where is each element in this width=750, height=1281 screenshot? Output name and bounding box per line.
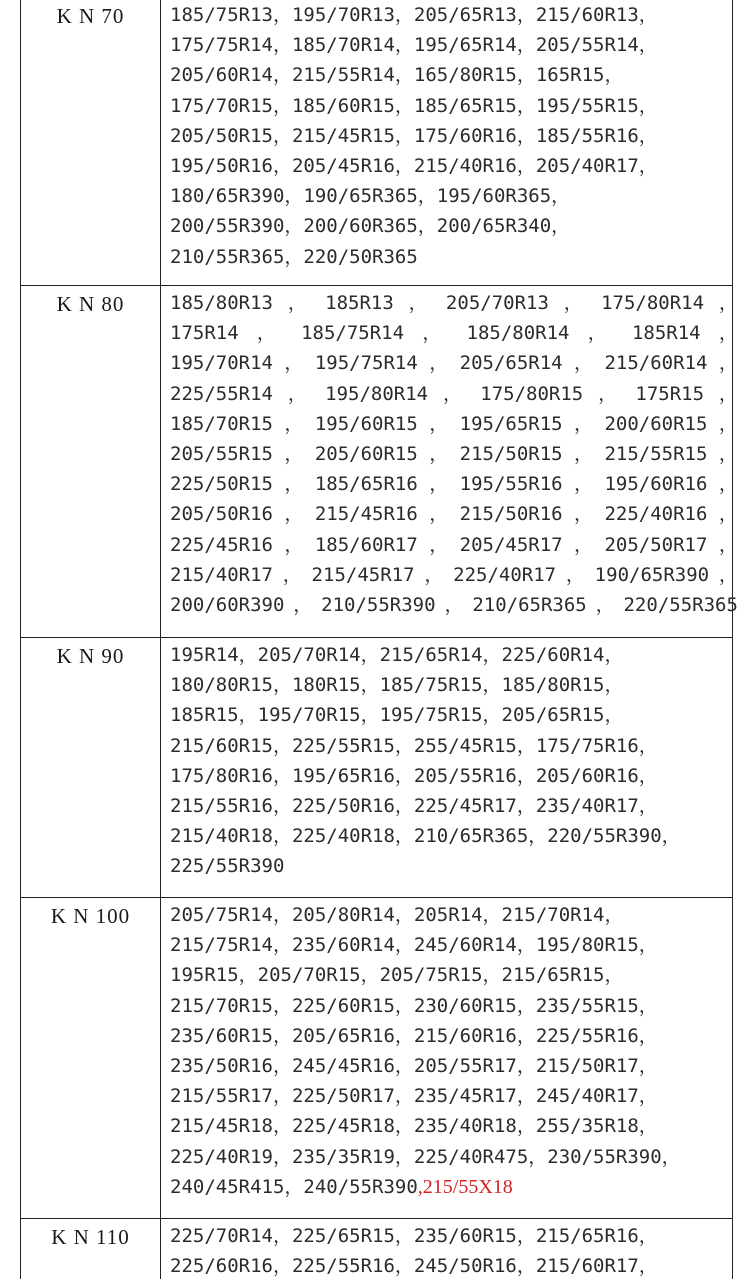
- model-label: K N 110: [21, 1219, 161, 1279]
- size-line: 235/60R15，205/65R16，215/60R16，225/55R16，: [170, 1024, 658, 1047]
- size-line: 225/70R14，225/65R15，235/60R15，215/65R16，: [170, 1225, 658, 1247]
- size-line: 215/60R15，225/55R15，255/45R15，175/75R16，: [170, 734, 658, 757]
- size-line: 200/60R390，210/55R390，210/65R365，220/55R365: [170, 594, 738, 617]
- size-line: 205/60R14，215/55R14，165/80R15，165R15，: [170, 64, 624, 87]
- size-line: 180/80R15，180R15，185/75R15，185/80R15，: [170, 674, 624, 697]
- size-line: 225/50R15 ， 185/65R16 ， 195/55R16 ， 195/60R16 ，: [170, 473, 738, 496]
- table-row: [21, 1219, 732, 1279]
- size-line: 225/55R390: [170, 855, 285, 878]
- size-line: 185/70R15 ， 195/60R15 ， 195/65R15 ， 200/60R15 ，: [170, 412, 738, 435]
- size-line: 225/55R14 ， 195/80R14 ， 175/80R15 ， 175R15 ，: [170, 382, 738, 405]
- size-line: 175/70R15，185/60R15，185/65R15，195/55R15，: [170, 94, 658, 117]
- size-line: 215/70R15，225/60R15，230/60R15，235/55R15，: [170, 994, 658, 1017]
- size-line: 205/50R16 ， 215/45R16 ， 215/50R16 ， 225/40R16 ，: [170, 503, 738, 526]
- size-line: 205/55R15 ， 205/60R15 ， 215/50R15 ， 215/55R15 ，: [170, 443, 738, 466]
- model-label: K N 90: [21, 638, 161, 897]
- size-line: 195/70R14，195/75R14，205/65R14，215/60R14，: [170, 352, 738, 375]
- size-list: [161, 898, 732, 1218]
- size-line: 195/50R16，205/45R16，215/40R16，205/40R17，: [170, 155, 658, 178]
- size-line: 235/50R16，245/45R16，205/55R17，215/50R17，: [170, 1055, 658, 1078]
- highlighted-size: ,215/55X18: [417, 1175, 513, 1198]
- size-line: 215/55R17，225/50R17，235/45R17，245/40R17，: [170, 1085, 658, 1108]
- size-list: [161, 1219, 732, 1279]
- table-row: [21, 286, 738, 638]
- size-line: 215/40R17，215/45R17，225/40R17，190/65R390，: [170, 563, 738, 586]
- size-line: 200/55R390，200/60R365，200/65R340，: [170, 215, 571, 238]
- size-line: 185/75R13，195/70R13，205/65R13，215/60R13，: [170, 4, 658, 26]
- size-text: 240/45R415，240/55R390: [170, 1175, 418, 1198]
- size-line: 175/80R16，195/65R16，205/55R16，205/60R16，: [170, 764, 658, 787]
- size-line: 195R15，205/70R15，205/75R15，215/65R15，: [170, 964, 624, 987]
- model-label: K N 80: [21, 286, 161, 637]
- size-list: [161, 286, 744, 637]
- size-line: 195R14，205/70R14，215/65R14，225/60R14，: [170, 644, 624, 666]
- size-line: 175R14 ， 185/75R14 ， 185/80R14 ， 185R14 ，: [170, 322, 738, 345]
- size-line: 215/55R16，225/50R16，225/45R17，235/40R17，: [170, 795, 658, 818]
- size-line: 215/45R18，225/45R18，235/40R18，255/35R18，: [170, 1115, 658, 1138]
- size-line: 185R15，195/70R15，195/75R15，205/65R15，: [170, 704, 624, 727]
- table-row: [21, 0, 732, 286]
- table-row: [21, 898, 732, 1219]
- size-line: 210/55R365，220/50R365: [170, 245, 418, 268]
- size-line: 185/80R13 ， 185R13 ， 205/70R13 ， 175/80R14 ，: [170, 292, 738, 314]
- size-line: 225/40R19，235/35R19，225/40R475，230/55R390，: [170, 1145, 681, 1168]
- size-line: 205/50R15，215/45R15，175/60R16，185/55R16，: [170, 124, 658, 147]
- size-line: [170, 1172, 726, 1202]
- size-line: 215/40R18，225/40R18，210/65R365，220/55R390，: [170, 825, 681, 848]
- table-row: [21, 638, 732, 898]
- size-line: 215/75R14，235/60R14，245/60R14，195/80R15，: [170, 934, 658, 957]
- size-line: 225/60R16，225/55R16，245/50R16，215/60R17，: [170, 1255, 658, 1278]
- size-list: [161, 638, 732, 897]
- size-line: 175/75R14，185/70R14，195/65R14，205/55R14，: [170, 34, 658, 57]
- model-label: K N 100: [21, 898, 161, 1218]
- model-label: K N 70: [21, 0, 161, 285]
- size-line: 180/65R390，190/65R365，195/60R365，: [170, 185, 571, 208]
- size-line: 205/75R14，205/80R14，205R14，215/70R14，: [170, 904, 624, 926]
- size-list: [161, 0, 732, 285]
- tire-size-table: [20, 0, 738, 1279]
- size-line: 225/45R16 ， 185/60R17 ， 205/45R17 ， 205/50R17 ，: [170, 533, 738, 556]
